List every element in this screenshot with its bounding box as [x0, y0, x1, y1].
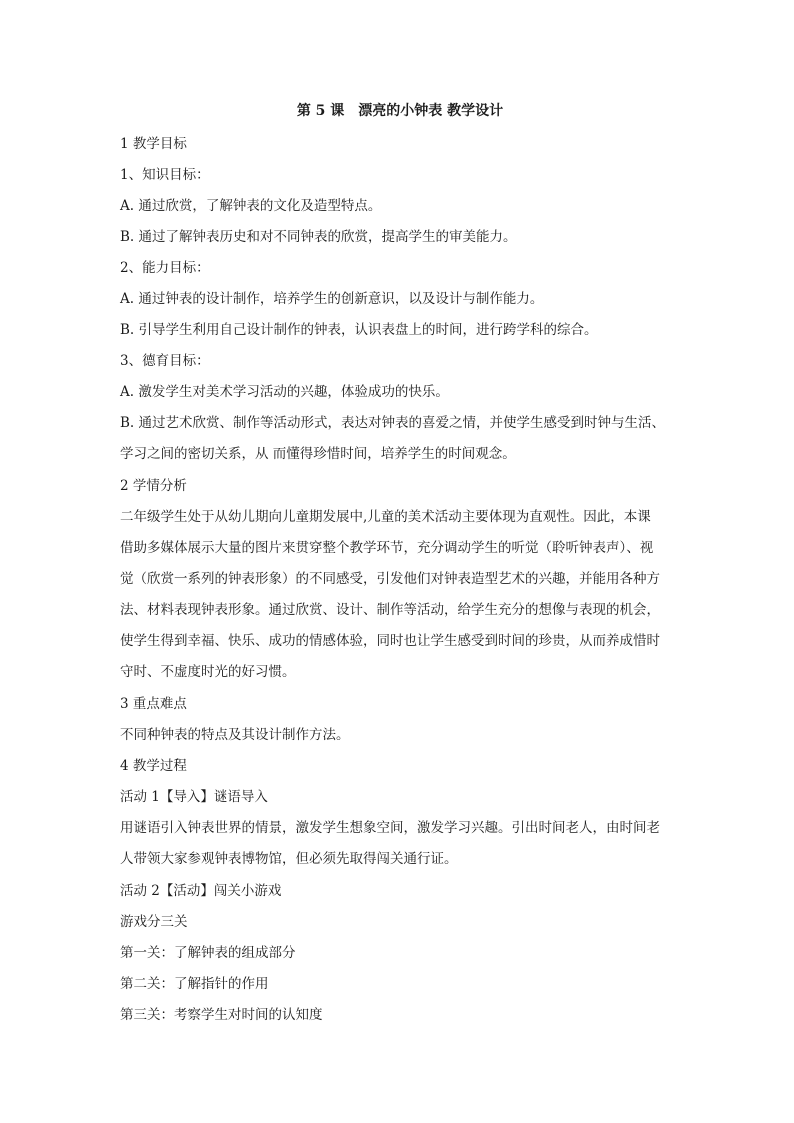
game-level-2: 第二关：了解指针的作用: [120, 976, 269, 992]
analysis-paragraph: [120, 502, 680, 688]
key-heading: 3 重点难点: [120, 696, 187, 712]
process-heading: 4 教学过程: [120, 758, 187, 774]
activity1-paragraph: [120, 813, 680, 875]
moral-item-a: A. 激发学生对美术学习活动的兴趣，体验成功的快乐。: [120, 384, 449, 400]
analysis-line: 守时、不虚度时光的好习惯。: [120, 664, 296, 680]
document-title: 第 5 课 漂亮的小钟表 教学设计: [296, 103, 504, 119]
moral-heading: 3、德育目标：: [120, 353, 210, 369]
activity1-heading: 活动 1【导入】谜语导入: [120, 789, 268, 805]
game-level-1: 第一关：了解钟表的组成部分: [120, 945, 296, 961]
moral-item-b-line: B. 通过艺术欣赏、制作等活动形式，表达对钟表的喜爱之情，并使学生感受到时钟与生活、: [120, 415, 666, 431]
moral-item-b: [120, 408, 680, 470]
goals-heading: 1 教学目标: [120, 136, 187, 152]
activity1-line: 用谜语引入钟表世界的情景，激发学生想象空间，激发学习兴趣。引出时间老人，由时间老: [120, 820, 660, 836]
activity1-line: 人带领大家参观钟表博物馆，但必须先取得闯关通行证。: [120, 851, 458, 867]
game-intro: 游戏分三关: [120, 914, 188, 930]
analysis-line: 使学生得到幸福、快乐、成功的情感体验，同时也让学生感受到时间的珍贵，从而养成惜时: [120, 633, 660, 649]
game-level-3: 第三关：考察学生对时间的认知度: [120, 1007, 323, 1023]
analysis-line: 二年级学生处于从幼儿期向儿童期发展中,儿童的美术活动主要体现为直观性。因此，本课: [120, 509, 651, 525]
analysis-line: 觉（欣赏一系列的钟表形象）的不同感受，引发他们对钟表造型艺术的兴趣，并能用各种方: [120, 571, 660, 587]
key-text: 不同种钟表的特点及其设计制作方法。: [120, 727, 350, 743]
ability-item-b: B. 引导学生利用自己设计制作的钟表，认识表盘上的时间，进行跨学科的综合。: [120, 322, 598, 338]
activity2-heading: 活动 2【活动】闯关小游戏: [120, 883, 282, 899]
knowledge-heading: 1、知识目标：: [120, 167, 210, 183]
analysis-line: 借助多媒体展示大量的图片来贯穿整个教学环节，充分调动学生的听觉（聆听钟表声）、视: [120, 540, 654, 556]
moral-item-b-line: 学习之间的密切关系，从 而懂得珍惜时间，培养学生的时间观念。: [120, 446, 516, 462]
ability-item-a: A. 通过钟表的设计制作，培养学生的创新意识，以及设计与制作能力。: [120, 291, 544, 307]
knowledge-item-b: B. 通过了解钟表历史和对不同钟表的欣赏，提高学生的审美能力。: [120, 229, 517, 245]
analysis-heading: 2 学情分析: [120, 478, 187, 494]
document-page: [120, 101, 680, 1036]
knowledge-item-a: A. 通过欣赏，了解钟表的文化及造型特点。: [120, 198, 382, 214]
ability-heading: 2、能力目标：: [120, 260, 210, 276]
analysis-line: 法、材料表现钟表形象。通过欣赏、设计、制作等活动，给学生充分的想像与表现的机会，: [120, 602, 660, 618]
